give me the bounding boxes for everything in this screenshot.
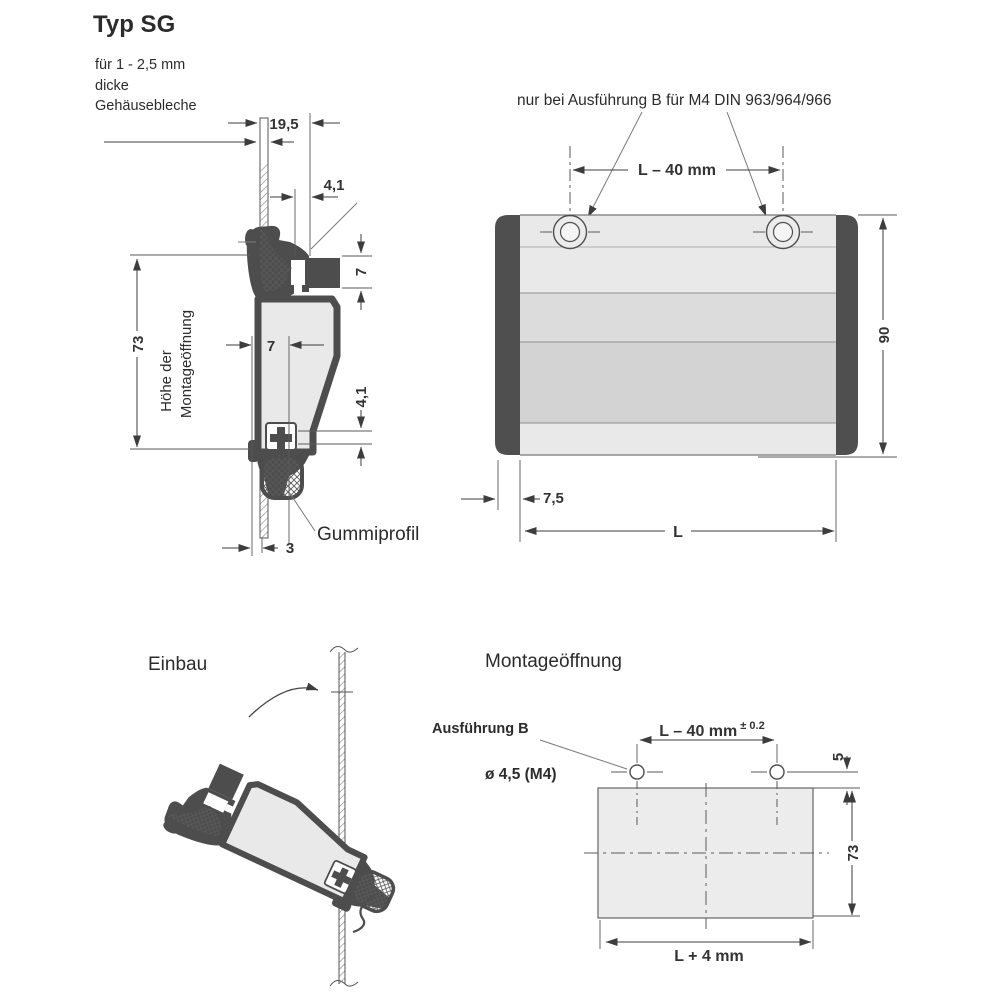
installation-sheet bbox=[330, 646, 358, 986]
break-symbol-top bbox=[330, 646, 358, 652]
handle-band-mid1 bbox=[520, 293, 836, 342]
page-title: Typ SG bbox=[93, 11, 176, 38]
front-view-caption: nur bei Ausführung B für M4 DIN 963/964/966 bbox=[517, 92, 832, 109]
dim-flange: 7 bbox=[353, 267, 370, 277]
screw-channel-neck bbox=[294, 285, 302, 296]
rotation-arrow bbox=[249, 688, 318, 717]
sheet-note-line3: Gehäusebleche bbox=[95, 98, 197, 114]
cross-section-view bbox=[104, 113, 419, 557]
end-cap-right bbox=[836, 215, 858, 455]
installation-view bbox=[148, 646, 411, 986]
screw-channel-slot bbox=[291, 260, 305, 285]
dim-edge-offset: 5 bbox=[830, 752, 847, 762]
dim-hole-spacing-mount: L – 40 mm $^{\pm 0.2}$ bbox=[659, 720, 765, 740]
handle-band-mid2 bbox=[520, 342, 836, 423]
dim-slot-bottom: 4,1 bbox=[353, 386, 370, 408]
rubber-profile-lower bbox=[262, 456, 302, 498]
dim-length: L bbox=[673, 524, 683, 541]
lower-hook bbox=[248, 440, 259, 462]
sheet-note-line1: für 1 - 2,5 mm bbox=[95, 57, 186, 73]
dim-height: 90 bbox=[876, 326, 893, 344]
label-opening-height-2: Montageöffnung bbox=[178, 309, 195, 419]
label-opening-height-1: Höhe der bbox=[158, 350, 175, 412]
dim-opening-height: 73 bbox=[130, 335, 147, 353]
label-version: Ausführung B bbox=[432, 721, 529, 737]
label-hole-size: ø 4,5 (M4) bbox=[485, 766, 557, 783]
handle-profile-section bbox=[245, 226, 340, 498]
tilted-handle-profile bbox=[159, 752, 411, 929]
end-cap-left bbox=[495, 215, 520, 455]
dim-hole-spacing: L – 40 mm bbox=[638, 162, 716, 179]
profile-flange bbox=[309, 258, 340, 288]
label-rubber-profile: Gummiprofil bbox=[317, 524, 420, 545]
sheet-note-line2: dicke bbox=[95, 78, 129, 94]
dim-slot-top: 4,1 bbox=[323, 177, 345, 194]
dim-end-offset: 7,5 bbox=[543, 490, 564, 507]
front-view bbox=[461, 92, 897, 542]
dim-web: 7 bbox=[266, 338, 276, 355]
handle-band-bottom bbox=[520, 423, 836, 455]
mounting-opening-view bbox=[432, 651, 862, 965]
dim-sheet-gap: 3 bbox=[285, 540, 295, 557]
dim-depth: 19,5 bbox=[269, 116, 299, 133]
installation-title: Einbau bbox=[148, 654, 208, 675]
dim-opening-length: L + 4 mm bbox=[674, 948, 744, 965]
mounting-title: Montageöffnung bbox=[485, 651, 622, 672]
dim-opening-height-mount: 73 bbox=[845, 844, 862, 862]
